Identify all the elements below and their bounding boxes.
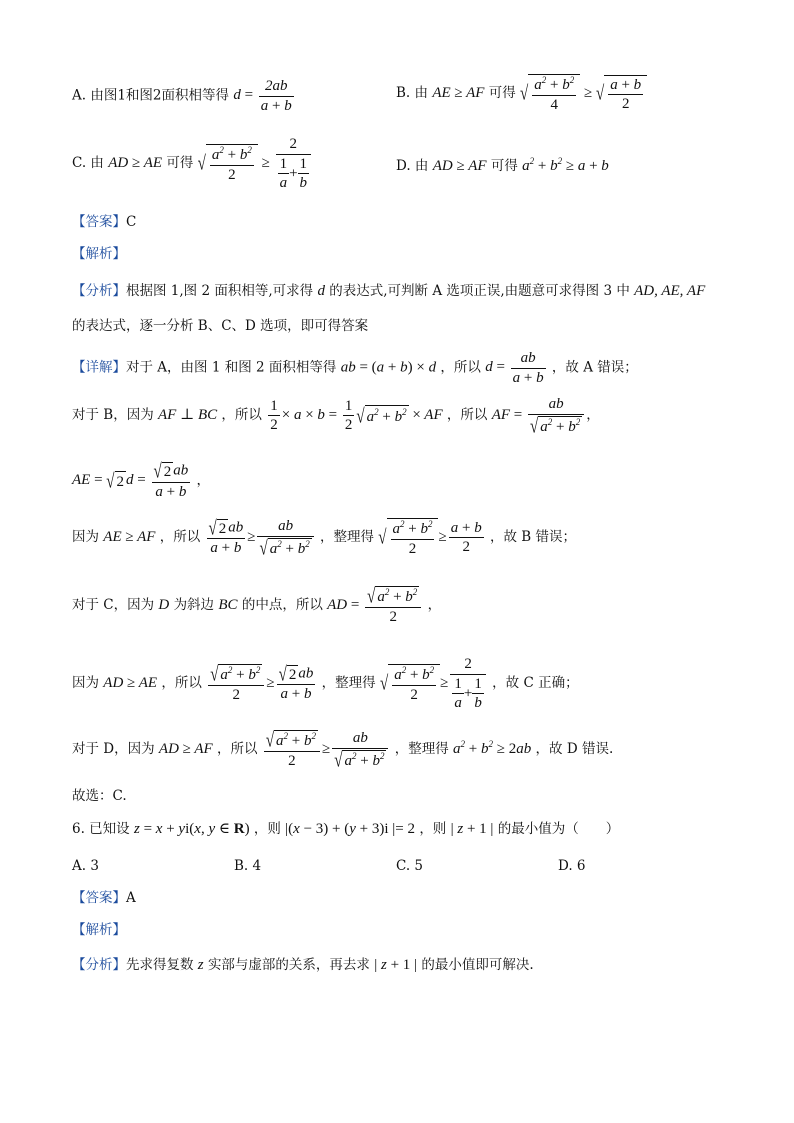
q5-detail-d: 对于 D，因为 AD ≥ AF ，所以 $\frac{√ a^2 + b^2}{2}$ ≥ $\frac{ab}{√ a^2 + b^2}$ ，整理得 $a^2 + b^2 \ge 2ab$ ，故 D 错误.: [72, 730, 614, 772]
option-c-prefix: C. 由: [72, 155, 104, 172]
detail-text: ，故 A 错误；: [551, 359, 638, 376]
q6-analysis-tag: [72, 922, 126, 938]
detail-text: ，所以: [217, 740, 258, 757]
option-c-cond: AD ≥ AE: [108, 155, 163, 172]
answer-value: A: [126, 890, 136, 906]
fenxi-text: 的最小值即可解决.: [421, 957, 534, 973]
option-c: [72, 136, 313, 192]
q6-stem-text: 的最小值为（ ）: [497, 821, 620, 837]
q6-option-b: B. 4: [234, 858, 262, 874]
answer-tag: 【答案】: [72, 890, 126, 906]
option-b-prefix: B. 由: [396, 84, 429, 101]
q5-detail-b1: 对于 B，因为 AF ⊥ BC ，所以 $\frac{1}{2}$ × a × b = $\frac{1}{2}$ √ $a^2 + b^2$ × AF ，所以 AF = $\frac{ab}{√ a^2 + b^2}$ ，: [72, 396, 600, 438]
option-d-cond: AD ≥ AF: [432, 158, 487, 174]
detail-text: 对于 C，因为: [72, 596, 155, 613]
analysis-tag: 【解析】: [72, 922, 126, 938]
option-b: [396, 74, 647, 113]
detail-text: 因为: [72, 528, 99, 545]
detail-text: ，所以: [446, 406, 488, 423]
detail-text: ，故 C 正确；: [492, 675, 579, 692]
option-b-cond: AE ≥ AF: [432, 84, 485, 101]
q6-stem-text: ，则: [253, 821, 281, 837]
q6-fenxi: 【分析】先求得复数 z 实部与虚部的关系，再去求 | z + 1 | 的最小值即可解决.: [72, 957, 534, 973]
detail-text: ，所以: [440, 359, 481, 376]
fenxi-segments: AD, AE, AF: [634, 283, 706, 299]
detail-text: 因为: [72, 675, 99, 692]
detail-text: ，: [427, 596, 442, 613]
detail-text: 的中点，所以: [241, 596, 323, 613]
q6-stem-text: 6. 已知设: [72, 821, 130, 837]
detail-text: 对于 A，由图 1 和图 2 面积相等得: [126, 359, 337, 376]
q5-answer-line: [72, 214, 136, 230]
q5-fenxi-line2: [72, 318, 368, 334]
q6-option-c: C. 5: [396, 858, 424, 874]
fenxi-text: 的表达式，逐一分析 B、C、D 选项，即可得答案: [72, 318, 369, 334]
fenxi-text: 的表达式,可判断 A 选项正误,由题意可求得图 3 中: [329, 283, 630, 299]
detail-text: 对于 D，因为: [72, 740, 155, 757]
q5-detail-c2: 因为 AD ≥ AE ，所以 $\frac{√ a^2 + b^2}{2}$ ≥ $\frac{√ 2 ab}{a + b}$ ，整理得 √ $\frac{a^2 + b^2}{2}$ ≥ 2 $\frac{1}{a}$ + $\frac{1}{b}$ ，故 C 正确；: [72, 656, 579, 711]
fenxi-text: 实部与虚部的关系，再去求: [207, 957, 370, 973]
q5-detail-a: 【详解】对于 A，由图 1 和图 2 面积相等得 ab = (a + b) × d ，所以 d = $\frac{ab}{a + b}$ ，故 A 错误；: [72, 350, 638, 386]
detail-text: ，所以: [161, 675, 202, 692]
fenxi-tag: 【分析】: [72, 957, 126, 973]
detail-text: ，: [196, 472, 211, 489]
q5-analysis-tag: [72, 246, 126, 262]
detail-text: ，所以: [159, 528, 201, 545]
detail-text: ，故 D 错误.: [535, 740, 614, 757]
option-c-formula: √ $\frac{a^2 + b^2}{2}$ ≥ 2 $\frac{1}{a}$ + $\frac{1}{b}$: [198, 155, 313, 171]
detail-text: 为斜边: [173, 596, 215, 613]
choose-text: 故选：C.: [72, 788, 127, 804]
q5-detail-b3: 因为 AE ≥ AF ，所以 $\frac{√ 2 ab}{a + b}$ ≥ $\frac{ab}{√ a^2 + b^2}$ ，整理得 √ $\frac{a^2 + b^2}{2}$ ≥ $\frac{a + b}{2}$ ，故 B 错误；: [72, 517, 576, 560]
detail-text: ，整理得: [321, 675, 376, 692]
detail-text: ，所以: [221, 406, 262, 423]
q6-stem: 6. 已知设 z = x + yi(x, y ∈ R) ，则 |(x − 3) + (y + 3)i |= 2 ，则 | z + 1 | 的最小值为（ ）: [72, 821, 620, 837]
detail-text: ，整理得: [319, 528, 374, 545]
detail-text: ，整理得: [394, 740, 449, 757]
q5-detail-c1: 对于 C，因为 D 为斜边 BC 的中点，所以 AD = $\frac{√ a^2 + b^2}{2}$ ，: [72, 586, 442, 625]
option-a-text: A. 由图1和图2面积相等得: [72, 87, 230, 104]
fenxi-tag: 【分析】: [72, 283, 126, 299]
fenxi-text: 先求得复数: [126, 957, 194, 973]
option-c-mid: 可得: [166, 155, 194, 172]
detail-text: 对于 B，因为: [72, 406, 154, 423]
q5-choose: [72, 788, 127, 804]
option-a-formula: d = $\frac{2ab}{a + b}$: [233, 78, 292, 114]
q6-option-a: A. 3: [72, 858, 99, 874]
option-b-formula: √ $\frac{a^2 + b^2}{4}$ ≥ √ $\frac{a + b}{2}$: [520, 85, 647, 101]
option-d-mid: 可得: [490, 158, 518, 174]
fenxi-text: 根据图 1,图 2 面积相等,可求得: [126, 283, 314, 299]
q6-answer-line: [72, 890, 136, 906]
q6-stem-text: ，则: [419, 821, 447, 837]
analysis-tag: 【解析】: [72, 246, 126, 262]
q5-fenxi-line1: 【分析】根据图 1,图 2 面积相等,可求得 d 的表达式,可判断 A 选项正误,由题意可求得图 3 中 AD, AE, AF: [72, 283, 706, 299]
answer-tag: 【答案】: [72, 214, 126, 230]
option-d-prefix: D. 由: [396, 158, 429, 174]
q5-detail-b2: AE = √ 2 d = $\frac{√ 2 ab}{a + b}$ ，: [72, 461, 211, 500]
option-d: [396, 156, 609, 175]
q6-option-d: D. 6: [558, 858, 586, 874]
option-b-mid: 可得: [488, 84, 516, 101]
option-d-formula: $a^2 + b^2 \ge a + b$: [522, 156, 609, 174]
option-a: [72, 78, 296, 114]
answer-value: C: [126, 214, 137, 230]
xiangjie-tag: 【详解】: [72, 359, 126, 376]
detail-text: ，故 B 错误；: [489, 528, 576, 545]
